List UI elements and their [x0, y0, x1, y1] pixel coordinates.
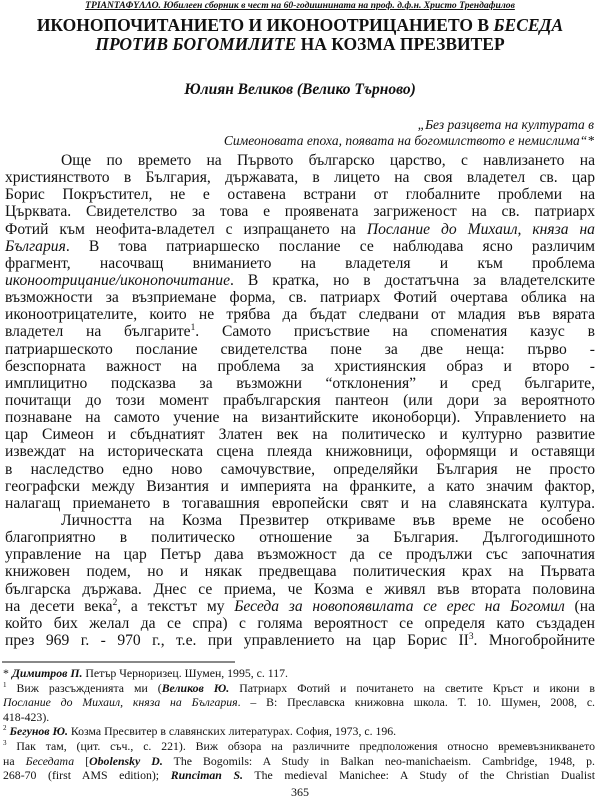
text-run: на десети века: [5, 597, 113, 615]
text-run: Още по времето на Първото българско царство, с навлизането на: [61, 152, 595, 169]
text-run: . Многобройните: [473, 631, 595, 649]
body-line: [5, 341, 595, 358]
body-line: [5, 392, 595, 409]
body-line: [5, 272, 595, 289]
italic-text: България: [5, 237, 66, 255]
title-line-2: [0, 35, 600, 54]
text-run: Козма Пресвитер в славянских литературах. София, 1973, с. 196.: [67, 724, 397, 739]
italic-text: Послание до Михаил, княза на: [366, 220, 595, 238]
text-run: християнството в България, държавата, в лицето на своя владетел св. цар: [5, 169, 595, 187]
footnote-line: [3, 681, 595, 696]
footnote-line: [3, 724, 595, 739]
cited-author: Runciman S.: [170, 768, 243, 783]
body-line: [5, 581, 595, 598]
italic-text: Беседата: [25, 753, 75, 768]
text-run: Църквата. Свидетелство за това е проявената загриженост на св. патриарх: [5, 203, 595, 221]
body-line: [5, 186, 595, 203]
text-run: извеждат на историческата сцена плеяда книжовници, оформящи и оставящи: [5, 443, 595, 461]
footnote-ref: 1: [190, 323, 196, 334]
body-line: [5, 238, 595, 255]
cited-author: Бегунов Ю.: [9, 724, 68, 739]
text-run: налагащ приемането в тогавашния европейски свят и на славянската култура.: [5, 494, 595, 512]
text-run: 268-70 (first AMS edition);: [3, 768, 171, 783]
text-run: книжовен подем, но и някак предвещава политическия крах на Първата: [5, 563, 595, 581]
footnote-line: [3, 666, 595, 681]
text-run: почитащи до този момент прабългарския пантеон (или дори за вероятното: [5, 391, 595, 409]
footnote-line: [3, 710, 595, 725]
footnote-ref: 1: [3, 680, 7, 689]
epigraph-line: „Без разцвета на културата в: [417, 117, 594, 132]
body-line: [5, 358, 595, 375]
body-line: [5, 443, 595, 460]
text-run: безспорната важност на проблема за християнския образ и второ -: [5, 357, 595, 375]
text-run: възможности за възприемане форма, св. патриарх Фотий очертава облика на: [5, 289, 595, 307]
text-run: българска държава. Днес се приема, че Козма е живял във втората половина: [5, 580, 595, 598]
text-run: Виж разсъжденията ми (: [6, 680, 162, 695]
body-line: [5, 478, 595, 495]
title-line-1: [0, 16, 600, 35]
title-text: ИКОНОПОЧИТАНИЕТО И ИКОНООТРИЦАНИЕТО В: [36, 15, 494, 35]
text-run: фрагмент, насочващ вниманието на владетеля и към проблема: [5, 254, 595, 272]
cited-author: Великов Ю.: [161, 680, 230, 695]
text-run: The Bogomils: A Study in Balkan neo-manichaeism. Cambridge, 1948, p.: [162, 753, 595, 768]
body-line: [5, 529, 595, 546]
title-italic-text: ПРОТИВ БОГОМИЛИТЕ: [95, 34, 297, 54]
italic-text: Послание до Михаил, княза на България: [3, 695, 238, 710]
body-line: [5, 323, 595, 340]
footnotes: [3, 666, 595, 783]
text-run: Фотий към неофита-владетел с изпращането на: [5, 220, 367, 238]
body-line: [5, 563, 595, 580]
text-run: Личността на Козма Презвитер откриваме във време не особено: [61, 511, 595, 529]
text-run: цар Симеон и сбъднатият Златен век на политическо и културно развитие: [5, 426, 595, 444]
text-run: патриаршеското послание свидетелства поне за две неща: първо -: [5, 340, 595, 358]
text-run: на: [3, 753, 26, 768]
text-run: . В това патриаршеско послание се наблюдава ясно различим: [65, 237, 595, 255]
text-run: (на: [564, 597, 595, 615]
text-run: 418-423).: [3, 709, 50, 724]
text-run: Петър Черноризец. Шумен, 1995, с. 117.: [82, 666, 288, 680]
title-text: НА КОЗМА ПРЕЗВИТЕР: [296, 34, 505, 54]
text-run: *: [3, 666, 12, 680]
body-line: [5, 512, 595, 529]
title-italic-text: БЕСЕДА: [493, 15, 564, 35]
footnote-line: [3, 695, 595, 710]
text-run: . Самото присъствие на споменатия казус в: [195, 323, 595, 341]
body-line: [5, 615, 595, 632]
footnote-ref: 2: [3, 724, 7, 733]
text-run: през 969 г. - 970 г., т.е. при управлението на цар Борис II: [5, 631, 469, 649]
footnote-ref: 3: [3, 739, 7, 748]
text-run: Борис Покръстител, не е оставена встрани от глобалните проблеми на: [5, 186, 595, 204]
body-line: [5, 598, 595, 615]
body-line: [5, 375, 595, 392]
footnote-divider: [2, 661, 235, 663]
text-run: владетел на българите: [5, 323, 191, 341]
italic-text: Беседа за новопоявилата се ерес на Богомил: [234, 597, 565, 615]
italic-text: иконоотрицание/иконопочитание: [5, 271, 231, 289]
body-line: [5, 255, 595, 272]
text-run: географски между Византия и империята на франките, а като значим фактор,: [5, 477, 595, 495]
footnote-line: [3, 739, 595, 754]
footnote-ref: 2: [112, 597, 118, 608]
text-run: имплицитно подсказва за възможни “отклонения” и сред българите,: [5, 374, 595, 392]
epigraph-line: Симеоновата епоха, появата на богомилството е немислима“*: [223, 132, 594, 148]
text-run: [: [74, 753, 90, 768]
text-run: . – В: Преславска книжовна школа. Т. 10. Шумен, 2008, с.: [237, 695, 596, 710]
cited-author: Obolensky D.: [89, 753, 163, 768]
text-run: познаване на самото учение на византийските иконоборци). Управлението на: [5, 409, 595, 427]
author-byline: Юлиян Великов (Велико Търново): [184, 81, 416, 98]
body-line: [5, 461, 595, 478]
footnote-line: [3, 754, 595, 769]
text-run: Пак там, (цит. съч., с. 221). Виж обзора на различните предположения относно времевъзникването: [6, 738, 595, 753]
text-run: управление на цар Петър дава възможност да се продължи със започнатия: [5, 546, 595, 564]
cited-author: Димитров П.: [11, 666, 83, 680]
text-run: The medieval Manichee: A Study of the Christian Dualist: [242, 768, 595, 783]
text-run: . В кратка, но в достатъчна за владетелските: [230, 271, 595, 289]
epigraph: [224, 117, 594, 148]
article-title: [0, 16, 600, 54]
body-line: [5, 169, 595, 186]
body-line: [5, 426, 595, 443]
body-text: [5, 152, 595, 649]
text-run: благоприятно в политическо отношение за България. Дългогодишното: [5, 529, 595, 547]
body-line: [5, 289, 595, 306]
text-run: Патриарх Фотий и почитането на светите Кръст и икони в: [229, 680, 595, 695]
running-header: TPIANTAΦYΛΛΟ. Юбилеен сборник в чест на 60-годишнината на проф. д.ф.н. Христо Трендафилов: [85, 0, 515, 11]
body-line: [5, 546, 595, 563]
body-line: [5, 306, 595, 323]
text-run: , а текстът му: [117, 597, 235, 615]
page-number: 365: [291, 785, 309, 799]
text-run: в наследство едно ново самочувствие, определяйки България не просто: [5, 460, 595, 478]
footnote-line: [3, 768, 595, 783]
body-line: [5, 221, 595, 238]
body-line: [5, 409, 595, 426]
text-run: който бих желал да се спра) с голяма вероятност се определя като създаден: [5, 614, 595, 632]
body-line: [5, 495, 595, 512]
body-line: [5, 632, 595, 649]
text-run: иконоотрицателите, които не трябва да бъдат следвани от младия във вярата: [5, 306, 595, 324]
body-line: [5, 203, 595, 220]
footnote-ref: 3: [468, 631, 474, 642]
body-line: [5, 152, 595, 169]
